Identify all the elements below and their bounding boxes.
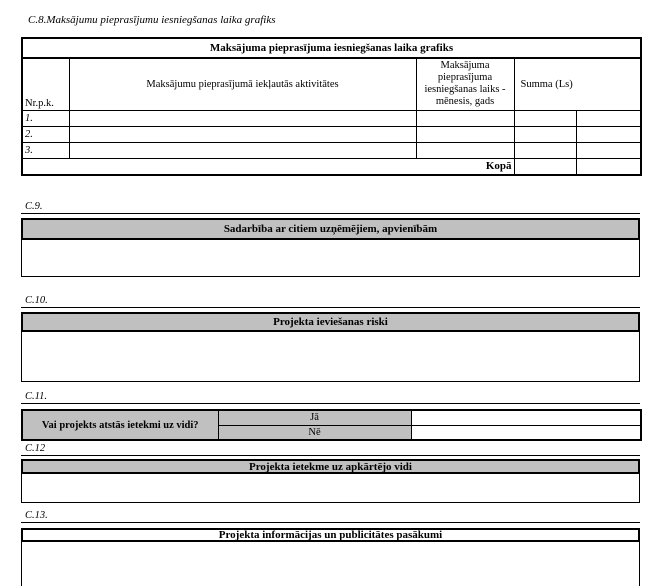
no-answer-input-cell[interactable] [411, 425, 641, 440]
sum-input-cell-a[interactable] [514, 126, 576, 142]
col-header-sum: Summa (Ls) [514, 58, 641, 110]
section-input-c10[interactable] [21, 332, 640, 382]
section-label-c10: C.10. [21, 295, 640, 308]
document-page [21, 14, 640, 586]
row-number-cell: 1. [22, 110, 69, 126]
schedule-table [21, 37, 642, 176]
section-header-c9: Sadarbība ar citiem uzņēmējiem, apvienībām [21, 218, 640, 240]
section-label-c13: C.13. [21, 510, 640, 523]
time-input-cell[interactable] [416, 126, 514, 142]
section-label-c9: C.9. [21, 201, 640, 214]
sum-input-cell-b[interactable] [576, 142, 641, 158]
section-input-c12[interactable] [21, 474, 640, 503]
time-input-cell[interactable] [416, 142, 514, 158]
section-header-c10: Projekta ieviešanas riski [21, 312, 640, 332]
environment-impact-table [21, 409, 642, 441]
col-header-activities: Maksājumu pieprasījumā iekļautās aktivitātes [69, 58, 416, 110]
sum-input-cell-a[interactable] [514, 110, 576, 126]
environment-question-cell: Vai projekts atstās ietekmi uz vidi? [22, 410, 218, 440]
activity-input-cell[interactable] [69, 110, 416, 126]
yes-answer-input-cell[interactable] [411, 410, 641, 425]
row-number-cell: 3. [22, 142, 69, 158]
total-label-cell: Kopā [22, 158, 514, 175]
section-label-c12: C.12 [21, 443, 640, 456]
total-row [22, 158, 641, 175]
time-input-cell[interactable] [416, 110, 514, 126]
col-header-time: Maksājuma pieprasījuma iesniegšanas laiks - mēnesis, gads [416, 58, 514, 110]
activity-input-cell[interactable] [69, 142, 416, 158]
col-header-nr: Nr.p.k. [22, 58, 69, 110]
section-header-c12: Projekta ietekme uz apkārtējo vidi [21, 459, 640, 474]
section-header-c13: Projekta informācijas un publicitātes pasākumi [21, 528, 640, 542]
no-option-cell: Nē [218, 425, 411, 440]
section-input-c13[interactable] [21, 542, 640, 586]
activity-input-cell[interactable] [69, 126, 416, 142]
sum-input-cell-b[interactable] [576, 110, 641, 126]
sum-input-cell-a[interactable] [514, 142, 576, 158]
table-row [22, 110, 641, 126]
page-heading: C.8.Maksājumu pieprasījumu iesniegšanas laika grafiks [28, 14, 276, 26]
schedule-table-title: Maksājuma pieprasījuma iesniegšanas laika grafiks [22, 38, 641, 58]
total-sum-cell-b[interactable] [576, 158, 641, 175]
yes-option-cell: Jā [218, 410, 411, 425]
section-input-c9[interactable] [21, 240, 640, 277]
sum-input-cell-b[interactable] [576, 126, 641, 142]
table-row [22, 126, 641, 142]
table-row [22, 142, 641, 158]
row-number-cell: 2. [22, 126, 69, 142]
total-sum-cell-a[interactable] [514, 158, 576, 175]
section-label-c11: C.11. [21, 391, 640, 404]
